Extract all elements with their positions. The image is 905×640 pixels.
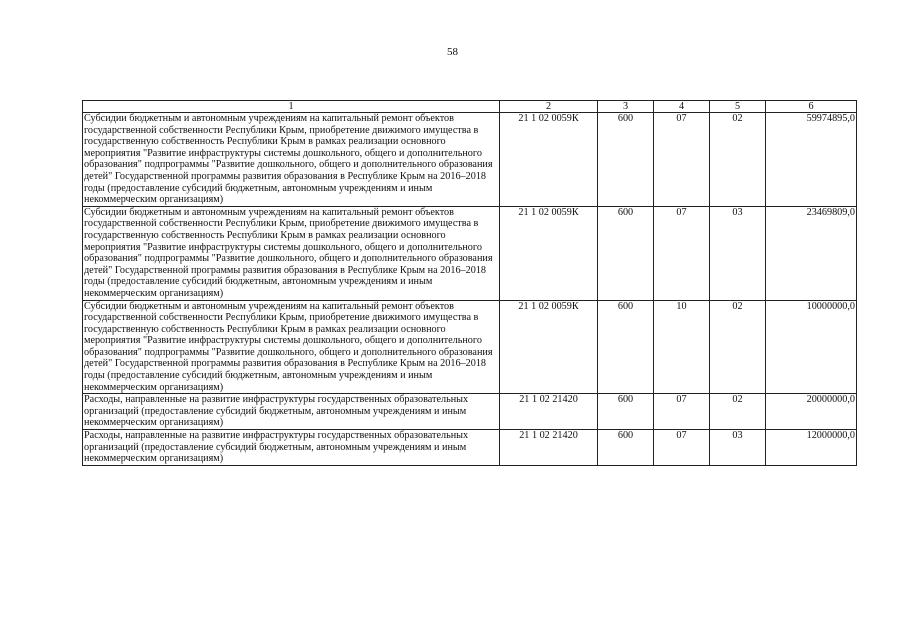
row-description: Субсидии бюджетным и автономным учреждениям на капитальный ремонт объектов государственной собственности Республики Крым, приобретение движимого имущества в государственную собственность Республики Крым в рамках реализации основного мероприятия "Развитие инфраструктуры системы дошкольного, общего и дополнительного образования" подпрограммы "Развитие дошкольного, общего и дополнительного образования детей" Государственной программы развития образования в Республике Крым на 2016–2018 годы (предоставление субсидий бюджетным, автономным учреждениям и иным некоммерческим организациям) — [83, 206, 500, 300]
row-section: 10 — [654, 300, 710, 394]
row-amount: 10000000,0 — [766, 300, 857, 394]
row-expense-type: 600 — [598, 430, 654, 466]
row-section: 07 — [654, 394, 710, 430]
table-row — [83, 430, 857, 466]
row-description: Субсидии бюджетным и автономным учреждениям на капитальный ремонт объектов государственной собственности Республики Крым, приобретение движимого имущества в государственную собственность Республики Крым в рамках реализации основного мероприятия "Развитие инфраструктуры системы дошкольного, общего и дополнительного образования" подпрограммы "Развитие дошкольного, общего и дополнительного образования детей" Государственной программы развития образования в Республике Крым на 2016–2018 годы (предоставление субсидий бюджетным, автономным учреждениям и иным некоммерческим организациям) — [83, 300, 500, 394]
header-col-4: 4 — [654, 101, 710, 113]
row-expense-type: 600 — [598, 394, 654, 430]
page-number: 58 — [447, 46, 458, 58]
row-description: Расходы, направленные на развитие инфраструктуры государственных образовательных организаций (предоставление субсидий бюджетным, автономным учреждениям и иным некоммерческим организациям) — [83, 430, 500, 466]
row-description: Расходы, направленные на развитие инфраструктуры государственных образовательных организаций (предоставление субсидий бюджетным, автономным учреждениям и иным некоммерческим организациям) — [83, 394, 500, 430]
header-col-5: 5 — [710, 101, 766, 113]
table-row — [83, 113, 857, 207]
row-expense-type: 600 — [598, 300, 654, 394]
row-target-code: 21 1 02 0059К — [500, 206, 598, 300]
header-col-1: 1 — [83, 101, 500, 113]
row-amount: 23469809,0 — [766, 206, 857, 300]
row-target-code: 21 1 02 21420 — [500, 394, 598, 430]
row-target-code: 21 1 02 0059К — [500, 300, 598, 394]
row-expense-type: 600 — [598, 113, 654, 207]
header-col-2: 2 — [500, 101, 598, 113]
row-description: Субсидии бюджетным и автономным учреждениям на капитальный ремонт объектов государственной собственности Республики Крым, приобретение движимого имущества в государственную собственность Республики Крым в рамках реализации основного мероприятия "Развитие инфраструктуры системы дошкольного, общего и дополнительного образования" подпрограммы "Развитие дошкольного, общего и дополнительного образования детей" Государственной программы развития образования в Республике Крым на 2016–2018 годы (предоставление субсидий бюджетным, автономным учреждениям и иным некоммерческим организациям) — [83, 113, 500, 207]
table-row — [83, 300, 857, 394]
row-subsection: 03 — [710, 206, 766, 300]
row-section: 07 — [654, 113, 710, 207]
row-target-code: 21 1 02 21420 — [500, 430, 598, 466]
row-amount: 59974895,0 — [766, 113, 857, 207]
table-header-row — [83, 101, 857, 113]
row-subsection: 02 — [710, 300, 766, 394]
table-row — [83, 394, 857, 430]
header-col-3: 3 — [598, 101, 654, 113]
row-target-code: 21 1 02 0059К — [500, 113, 598, 207]
row-section: 07 — [654, 430, 710, 466]
row-subsection: 03 — [710, 430, 766, 466]
row-subsection: 02 — [710, 113, 766, 207]
row-amount: 20000000,0 — [766, 394, 857, 430]
table-row — [83, 206, 857, 300]
row-section: 07 — [654, 206, 710, 300]
budget-table — [82, 100, 857, 466]
row-expense-type: 600 — [598, 206, 654, 300]
row-amount: 12000000,0 — [766, 430, 857, 466]
row-subsection: 02 — [710, 394, 766, 430]
header-col-6: 6 — [766, 101, 857, 113]
